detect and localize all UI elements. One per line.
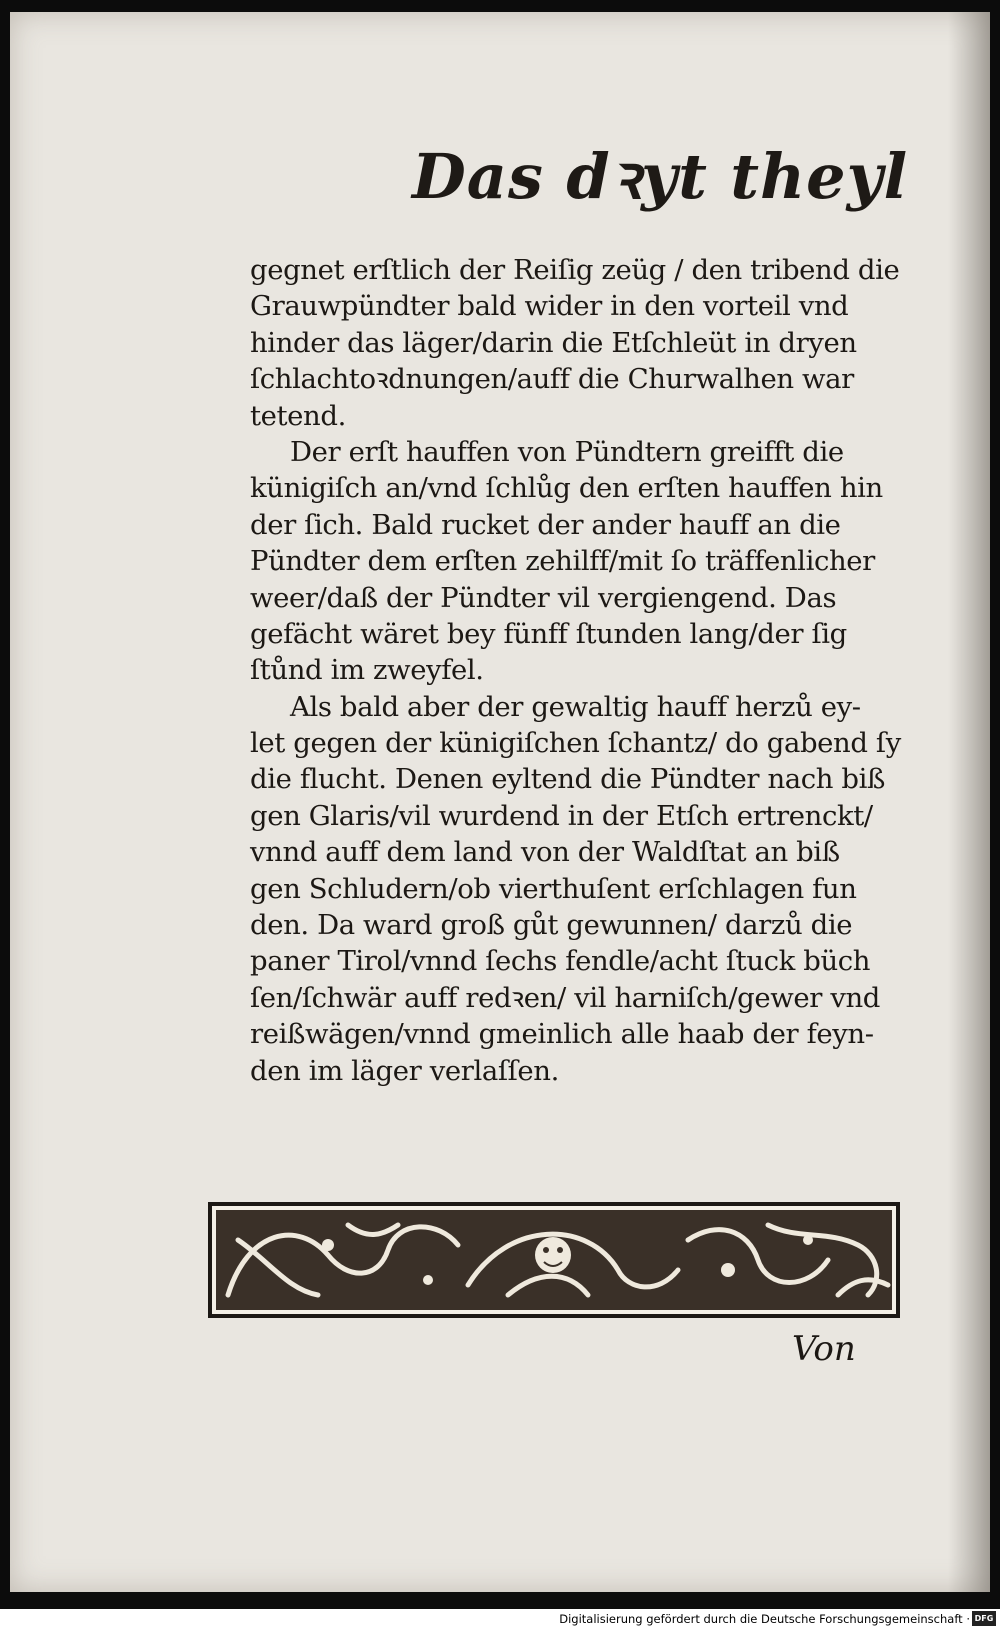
ornamental-woodcut-border <box>208 1200 900 1320</box>
text-line: Grauwpündter bald wider in den vorteil vnd <box>250 290 849 323</box>
text-line: tetend. <box>250 399 346 432</box>
text-line: hinder das läger/darin die Etſchleüt in dryen <box>250 326 857 359</box>
text-line: vnnd auff dem land von der Waldſtat an biß <box>250 836 840 869</box>
text-line: der ſich. Bald rucket der ander hauff an die <box>250 508 841 541</box>
text-line: den. Da ward groß gůt gewunnen/ darzů die <box>250 909 853 942</box>
body-text <box>250 252 901 1089</box>
text-line: gegnet erſtlich der Reiſig zeüg / den tribend die <box>250 254 900 286</box>
text-line: die flucht. Denen eyltend die Pündter nach biß <box>250 763 885 796</box>
digitization-footer <box>0 1609 1000 1629</box>
text-line: let gegen der künigiſchen ſchantz/ do gabend ſy <box>250 727 901 760</box>
text-line: gefächt wäret bey fünff ſtunden lang/der ſig <box>250 617 847 650</box>
text-line: gen Schludern/ob vierthuſent erſchlagen fun <box>250 872 857 905</box>
catchword: Von <box>792 1329 856 1369</box>
text-line: gen Glaris/vil wurdend in der Etſch ertrenckt/ <box>250 799 873 832</box>
text-line: Pündter dem erſten zehilff/mit ſo träffenlicher <box>250 545 875 578</box>
text-line: den im läger verlaſſen. <box>250 1054 559 1087</box>
dfg-logo-icon: DFG <box>972 1611 996 1626</box>
book-page <box>10 12 990 1592</box>
funding-credit: Digitalisierung gefördert durch die Deutsche Forschungsgemeinschaft · <box>559 1612 970 1626</box>
text-line: ſen/ſchwär auff redꝛen/ vil harniſch/gewer vnd <box>250 981 881 1014</box>
text-line: Als bald aber der gewaltig hauff herzů ey- <box>290 690 861 723</box>
text-line: ſchlachtoꝛdnungen/auff die Churwalhen war <box>250 363 854 396</box>
text-line: weer/daß der Pündter vil vergiengend. Das <box>250 581 837 614</box>
text-line: Der erſt hauffen von Pündtern greifft die <box>290 435 844 468</box>
text-line: künigiſch an/vnd ſchlůg den erſten hauffen hin <box>250 472 883 505</box>
text-line: ſtůnd im zweyfel. <box>250 654 484 687</box>
text-line: paner Tirol/vnnd ſechs fendle/acht ſtuck büch <box>250 945 871 978</box>
text-line: reißwägen/vnnd gmeinlich alle haab der feyn- <box>250 1018 874 1051</box>
running-head: Das dꝛyt theyl <box>412 140 909 213</box>
